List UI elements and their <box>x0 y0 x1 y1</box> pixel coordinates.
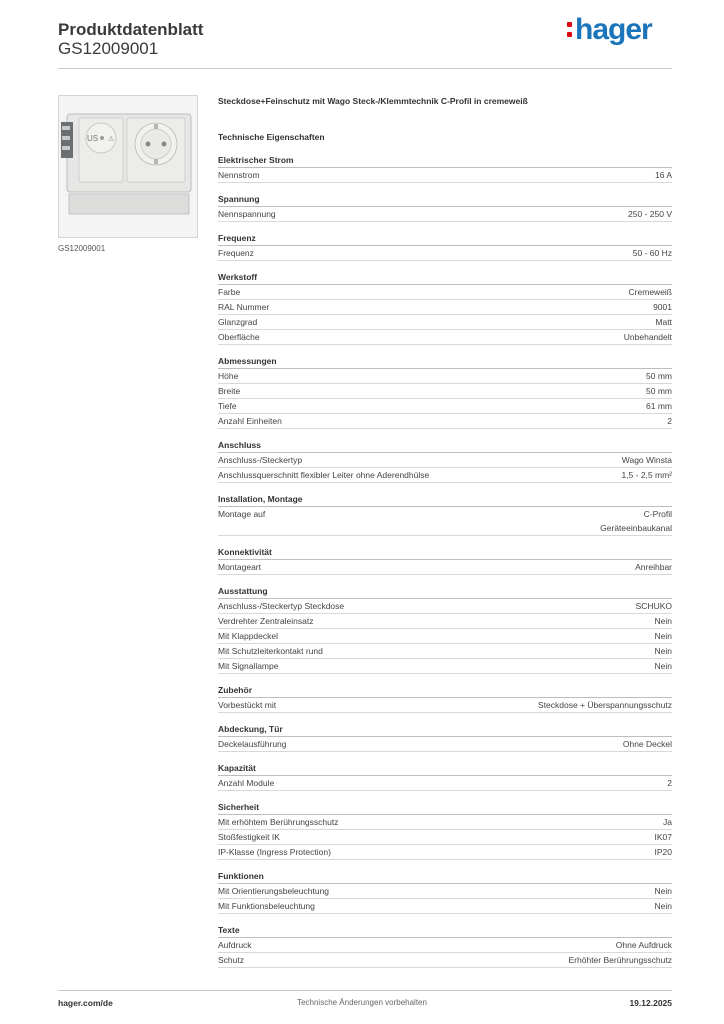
spec-value-line: 2 <box>667 416 672 426</box>
spec-row <box>218 414 672 429</box>
spec-label: Mit Orientierungsbeleuchtung <box>218 886 330 896</box>
spec-value <box>653 300 672 314</box>
spec-row <box>218 698 672 713</box>
spec-value-line: Nein <box>654 616 672 626</box>
spec-label: Glanzgrad <box>218 317 258 327</box>
spec-value <box>655 629 672 643</box>
spec-label: Anzahl Einheiten <box>218 416 282 426</box>
footer-notice: Technische Änderungen vorbehalten <box>297 998 427 1007</box>
spec-value-line: Nein <box>654 631 672 641</box>
spec-value-line: 50 mm <box>646 386 672 396</box>
spec-value-line: 16 A <box>654 170 672 180</box>
spec-group <box>218 546 672 575</box>
product-code: GS12009001 <box>58 39 159 58</box>
logo-dots-icon <box>567 13 575 43</box>
group-title: Abdeckung, Tür <box>218 723 672 737</box>
spec-row <box>218 899 672 914</box>
spec-value <box>646 399 672 413</box>
spec-value-line: IP20 <box>654 847 672 857</box>
hager-logo <box>567 13 652 47</box>
spec-row <box>218 246 672 261</box>
spec-group <box>218 493 672 536</box>
spec-label: Breite <box>218 386 241 396</box>
spec-row <box>218 384 672 399</box>
spec-value-line: Nein <box>654 661 672 671</box>
spec-group <box>218 870 672 914</box>
group-title: Funktionen <box>218 870 672 884</box>
spec-label: Verdrehter Zentraleinsatz <box>218 616 314 626</box>
spec-value-line: 50 - 60 Hz <box>632 248 672 258</box>
spec-row <box>218 659 672 674</box>
header-divider <box>58 68 672 69</box>
spec-value <box>655 830 673 844</box>
footer-website-link[interactable]: hager.com/de <box>58 998 113 1008</box>
spec-group <box>218 154 672 183</box>
spec-value <box>646 369 672 383</box>
spec-group <box>218 232 672 261</box>
spec-row <box>218 300 672 315</box>
spec-value-line: Cremeweiß <box>628 287 672 297</box>
spec-row <box>218 629 672 644</box>
spec-label: Stoßfestigkeit IK <box>218 832 280 842</box>
group-title: Sicherheit <box>218 801 672 815</box>
socket-illustration <box>59 96 197 237</box>
spec-value <box>629 285 672 299</box>
spec-label: Anschluss-/Steckertyp Steckdose <box>218 601 345 611</box>
spec-value <box>623 737 672 751</box>
footer-date: 19.12.2025 <box>629 998 672 1008</box>
spec-label: RAL Nummer <box>218 302 270 312</box>
spec-value-line: Unbehandelt <box>623 332 672 342</box>
spec-value <box>667 776 672 790</box>
logo-wordmark: hager <box>575 13 652 46</box>
group-title: Spannung <box>218 193 672 207</box>
spec-row <box>218 330 672 345</box>
spec-value-line: 2 <box>667 778 672 788</box>
spec-row <box>218 453 672 468</box>
spec-value-line: Ja <box>663 817 672 827</box>
group-title: Kapazität <box>218 762 672 776</box>
spec-label: Farbe <box>218 287 241 297</box>
spec-label: Nennstrom <box>218 170 260 180</box>
spec-label: Vorbestückt mit <box>218 700 277 710</box>
group-title: Anschluss <box>218 439 672 453</box>
spec-value-line: Steckdose + Überspannungsschutz <box>538 700 672 710</box>
spec-row <box>218 830 672 845</box>
group-title: Installation, Montage <box>218 493 672 507</box>
spec-value-line: 9001 <box>653 302 672 312</box>
spec-value-line: Geräteeinbaukanal <box>600 523 672 533</box>
warning-icon: ⚠ <box>108 135 115 143</box>
spec-label: Mit Schutzleiterkontakt rund <box>218 646 323 656</box>
spec-group <box>218 723 672 752</box>
spec-row <box>218 468 672 483</box>
spec-groups <box>218 154 672 968</box>
spec-value <box>667 414 672 428</box>
spec-content <box>218 94 672 968</box>
spec-label: Frequenz <box>218 248 254 258</box>
group-title: Texte <box>218 924 672 938</box>
spec-value <box>628 207 672 221</box>
spec-label: Aufdruck <box>218 940 252 950</box>
spec-value <box>655 614 672 628</box>
spec-group <box>218 801 672 860</box>
spec-value-line: SCHUKO <box>635 601 672 611</box>
spec-value <box>616 938 672 952</box>
spec-value-line: IK07 <box>654 832 672 842</box>
spec-label: Tiefe <box>218 401 237 411</box>
group-title: Elektrischer Strom <box>218 154 672 168</box>
group-title: Ausstattung <box>218 585 672 599</box>
spec-row <box>218 815 672 830</box>
spec-value-line: Ohne Aufdruck <box>615 940 672 950</box>
spec-value <box>655 315 672 329</box>
spec-value <box>621 468 672 482</box>
section-title: Technische Eigenschaften <box>218 132 325 142</box>
spec-row <box>218 399 672 414</box>
spec-value-line: Nein <box>654 901 672 911</box>
spec-label: Anschluss-/Steckertyp <box>218 455 303 465</box>
spec-value <box>636 599 672 613</box>
spec-label: Höhe <box>218 371 239 381</box>
spec-row <box>218 644 672 659</box>
spec-value <box>655 899 672 913</box>
spec-group <box>218 355 672 429</box>
spec-label: Mit Funktionsbeleuchtung <box>218 901 315 911</box>
spec-group <box>218 585 672 674</box>
document-title: Produktdatenblatt <box>58 20 204 39</box>
spec-row <box>218 315 672 330</box>
spec-value-line: Erhöhter Berührungsschutz <box>568 955 672 965</box>
spec-value-line: Wago Winsta <box>621 455 672 465</box>
spec-row <box>218 884 672 899</box>
spec-row <box>218 207 672 222</box>
spec-value <box>569 953 672 967</box>
group-title: Frequenz <box>218 232 672 246</box>
spec-value <box>663 815 672 829</box>
spec-label: Montage auf <box>218 509 266 519</box>
group-title: Konnektivität <box>218 546 672 560</box>
spec-value <box>624 330 672 344</box>
spec-value <box>538 698 672 712</box>
spec-row <box>218 599 672 614</box>
group-title: Zubehör <box>218 684 672 698</box>
spec-group <box>218 439 672 483</box>
product-description: Steckdose+Feinschutz mit Wago Steck-/Klemmtechnik C-Profil in cremeweiß <box>218 96 528 106</box>
spec-value-line: C-Profil <box>643 509 672 519</box>
spec-label: Anzahl Module <box>218 778 275 788</box>
spec-label: Nennspannung <box>218 209 276 219</box>
spec-value-line: Nein <box>654 646 672 656</box>
spec-value-line: Matt <box>655 317 672 327</box>
spec-label: Mit Signallampe <box>218 661 279 671</box>
spec-label: Mit erhöhtem Berührungsschutz <box>218 817 339 827</box>
spec-label: Oberfläche <box>218 332 260 342</box>
spec-value <box>635 560 672 574</box>
spec-value-line: Nein <box>654 886 672 896</box>
spec-group <box>218 924 672 968</box>
spec-group <box>218 762 672 791</box>
spec-row <box>218 507 672 536</box>
spec-value <box>655 845 673 859</box>
spec-value-line: 61 mm <box>646 401 672 411</box>
spec-value <box>655 884 672 898</box>
spec-value <box>655 168 672 182</box>
spec-group <box>218 684 672 713</box>
spec-value <box>655 644 672 658</box>
spec-value-line: 1,5 - 2,5 mm² <box>621 470 672 480</box>
spec-value-line: 50 mm <box>646 371 672 381</box>
spec-row <box>218 737 672 752</box>
image-caption: GS12009001 <box>58 244 106 253</box>
spec-label: Schutz <box>218 955 244 965</box>
spec-value <box>655 659 672 673</box>
spec-row <box>218 845 672 860</box>
spec-label: IP-Klasse (Ingress Protection) <box>218 847 331 857</box>
spec-value <box>622 453 672 467</box>
spec-row <box>218 938 672 953</box>
spec-label: Montageart <box>218 562 261 572</box>
spec-value <box>600 507 672 535</box>
spec-value-line: Ohne Deckel <box>622 739 672 749</box>
spec-value <box>633 246 672 260</box>
footer-divider <box>58 990 672 991</box>
spec-value-line: 250 - 250 V <box>628 209 672 219</box>
spec-row <box>218 776 672 791</box>
spec-row <box>218 953 672 968</box>
product-image <box>58 95 198 238</box>
spec-group <box>218 193 672 222</box>
spec-label: Deckelausführung <box>218 739 287 749</box>
spec-row <box>218 168 672 183</box>
group-title: Abmessungen <box>218 355 672 369</box>
spec-group <box>218 271 672 345</box>
us-label: US <box>87 134 99 143</box>
spec-row <box>218 614 672 629</box>
spec-value-line: Anreihbar <box>635 562 672 572</box>
group-title: Werkstoff <box>218 271 672 285</box>
spec-label: Anschlussquerschnitt flexibler Leiter ohne Aderendhülse <box>218 470 430 480</box>
spec-row <box>218 369 672 384</box>
spec-row <box>218 285 672 300</box>
spec-row <box>218 560 672 575</box>
spec-value <box>646 384 672 398</box>
spec-label: Mit Klappdeckel <box>218 631 279 641</box>
